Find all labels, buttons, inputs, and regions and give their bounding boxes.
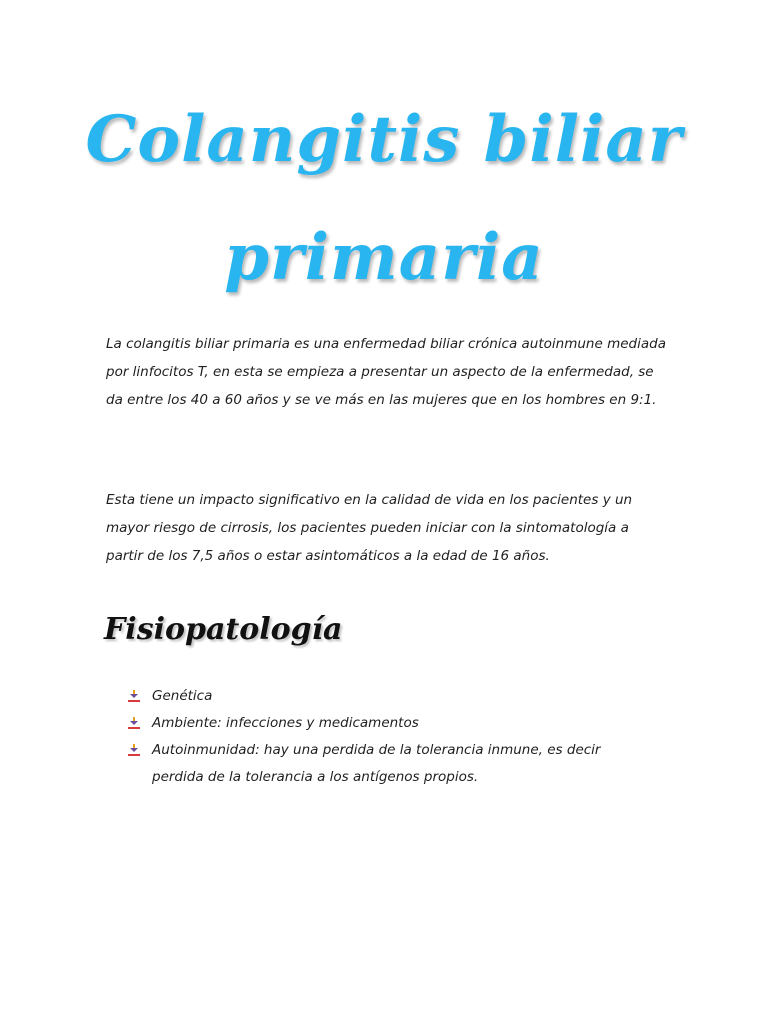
list-item bbox=[128, 683, 648, 710]
list-item-text: Genética bbox=[152, 688, 213, 704]
list-item-text: Ambiente: infecciones y medicamentos bbox=[152, 715, 419, 731]
title-line-1: Colangitis biliar bbox=[85, 102, 683, 177]
impact-paragraph: Esta tiene un impacto significativo en la calidad de vida en los pacientes y un mayor riesgo de cirrosis, los pacientes pueden iniciar con la sintomatología a partir de los 7,5 años o estar asintomáticos a la edad de 16 años. bbox=[106, 492, 633, 564]
pathophysiology-list bbox=[128, 683, 648, 791]
title-line-2: primaria bbox=[224, 220, 544, 295]
arrow-bullet-icon bbox=[128, 744, 140, 756]
arrow-bullet-icon bbox=[128, 690, 140, 702]
intro-paragraph: La colangitis biliar primaria es una enfermedad biliar crónica autoinmune mediada por linfocitos T, en esta se empieza a presentar un aspecto de la enfermedad, se da entre los 40 a 60 años y se ve más en las mujeres que en los hombres en 9:1. bbox=[106, 336, 666, 408]
list-item-text: Autoinmunidad: hay una perdida de la tolerancia inmune, es decir perdida de la tolerancia a los antígenos propios. bbox=[152, 742, 601, 785]
arrow-bullet-icon bbox=[128, 717, 140, 729]
list-item bbox=[128, 710, 648, 737]
section-heading-fisiopatologia: Fisiopatología bbox=[104, 612, 343, 647]
list-item bbox=[128, 737, 648, 791]
